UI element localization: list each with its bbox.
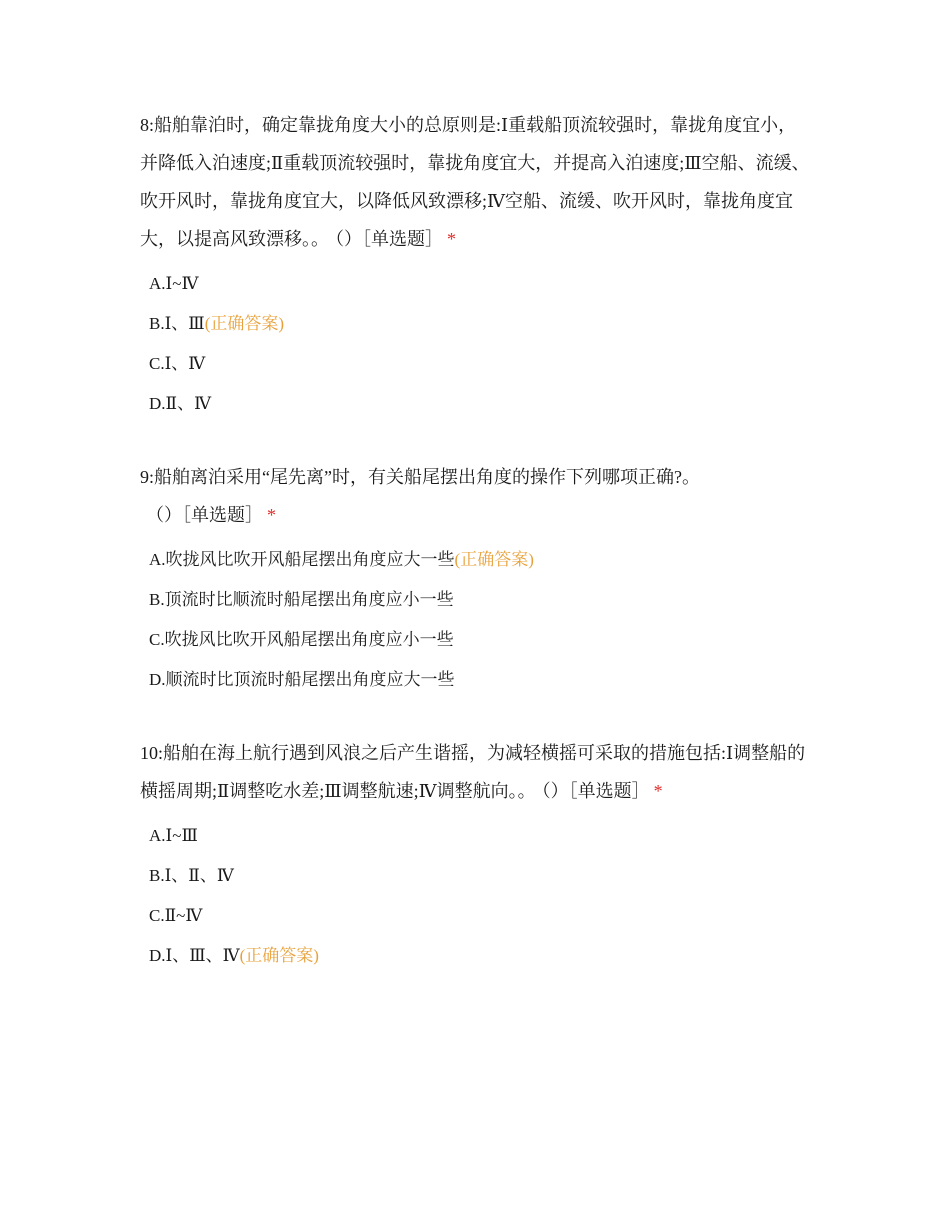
option-c[interactable] [149,620,810,660]
question-stem [140,106,810,258]
option-text: A.吹拢风比吹开风船尾摆出角度应大一些 [149,550,455,569]
option-d[interactable] [149,660,810,700]
option-text: A.Ⅰ~Ⅳ [149,274,199,293]
required-mark: * [447,229,456,249]
required-mark: * [653,781,663,801]
question-text: 10:船舶在海上航行遇到风浪之后产生谐摇，为减轻横摇可采取的措施包括:Ⅰ调整船的横摇周期;Ⅱ调整吃水差;Ⅲ调整航速;Ⅳ调整航向。。 [140,743,806,801]
option-a[interactable] [149,264,810,304]
question-stem [140,458,810,534]
option-b[interactable] [149,304,810,344]
option-list [140,540,810,700]
option-list [140,264,810,424]
required-mark: * [267,505,276,525]
option-a[interactable] [149,540,810,580]
option-text: C.吹拢风比吹开风船尾摆出角度应小一些 [149,630,454,649]
question-item [140,458,810,700]
question-type: （）［单选题］ [335,229,443,249]
question-text: 9:船舶离泊采用“尾先离”时，有关船尾摆出角度的操作下列哪项正确?。 [140,467,700,487]
option-b[interactable] [149,580,810,620]
question-type: （）［单选题］ [541,781,650,801]
question-text: 8:船舶靠泊时，确定靠拢角度大小的总原则是:Ⅰ重载船顶流较强时，靠拢角度宜小，并降低入泊速度;Ⅱ重载顶流较强时，靠拢角度宜大，并提高入泊速度;Ⅲ空船、流缓、吹开风时，靠拢角度宜大，以降低风致漂移;Ⅳ空船、流缓、吹开风时，靠拢角度宜大，以提高风致漂移。。 [140,115,810,249]
question-item [140,106,810,424]
question-type: （）［单选题］ [146,505,263,525]
option-c[interactable] [149,344,810,384]
option-text: C.Ⅰ、Ⅳ [149,354,206,373]
option-list [140,816,810,976]
option-a[interactable] [149,816,810,856]
option-text: C.Ⅱ~Ⅳ [149,906,203,925]
correct-answer-tag: (正确答案) [454,550,534,569]
question-list [140,106,810,1010]
option-text: B.顶流时比顺流时船尾摆出角度应小一些 [149,590,454,609]
question-item [140,734,810,976]
option-text: D.Ⅱ、Ⅳ [149,394,212,413]
question-stem [140,734,810,810]
option-text: D.顺流时比顶流时船尾摆出角度应大一些 [149,670,455,689]
option-c[interactable] [149,896,810,936]
correct-answer-tag: (正确答案) [204,314,285,333]
option-text: B.Ⅰ、Ⅲ [149,314,205,333]
option-d[interactable] [149,936,810,976]
option-b[interactable] [149,856,810,896]
option-text: B.Ⅰ、Ⅱ、Ⅳ [149,866,234,885]
option-text: A.Ⅰ~Ⅲ [149,826,198,845]
option-d[interactable] [149,384,810,424]
option-text: D.Ⅰ、Ⅲ、Ⅳ [149,946,240,965]
correct-answer-tag: (正确答案) [239,946,319,965]
